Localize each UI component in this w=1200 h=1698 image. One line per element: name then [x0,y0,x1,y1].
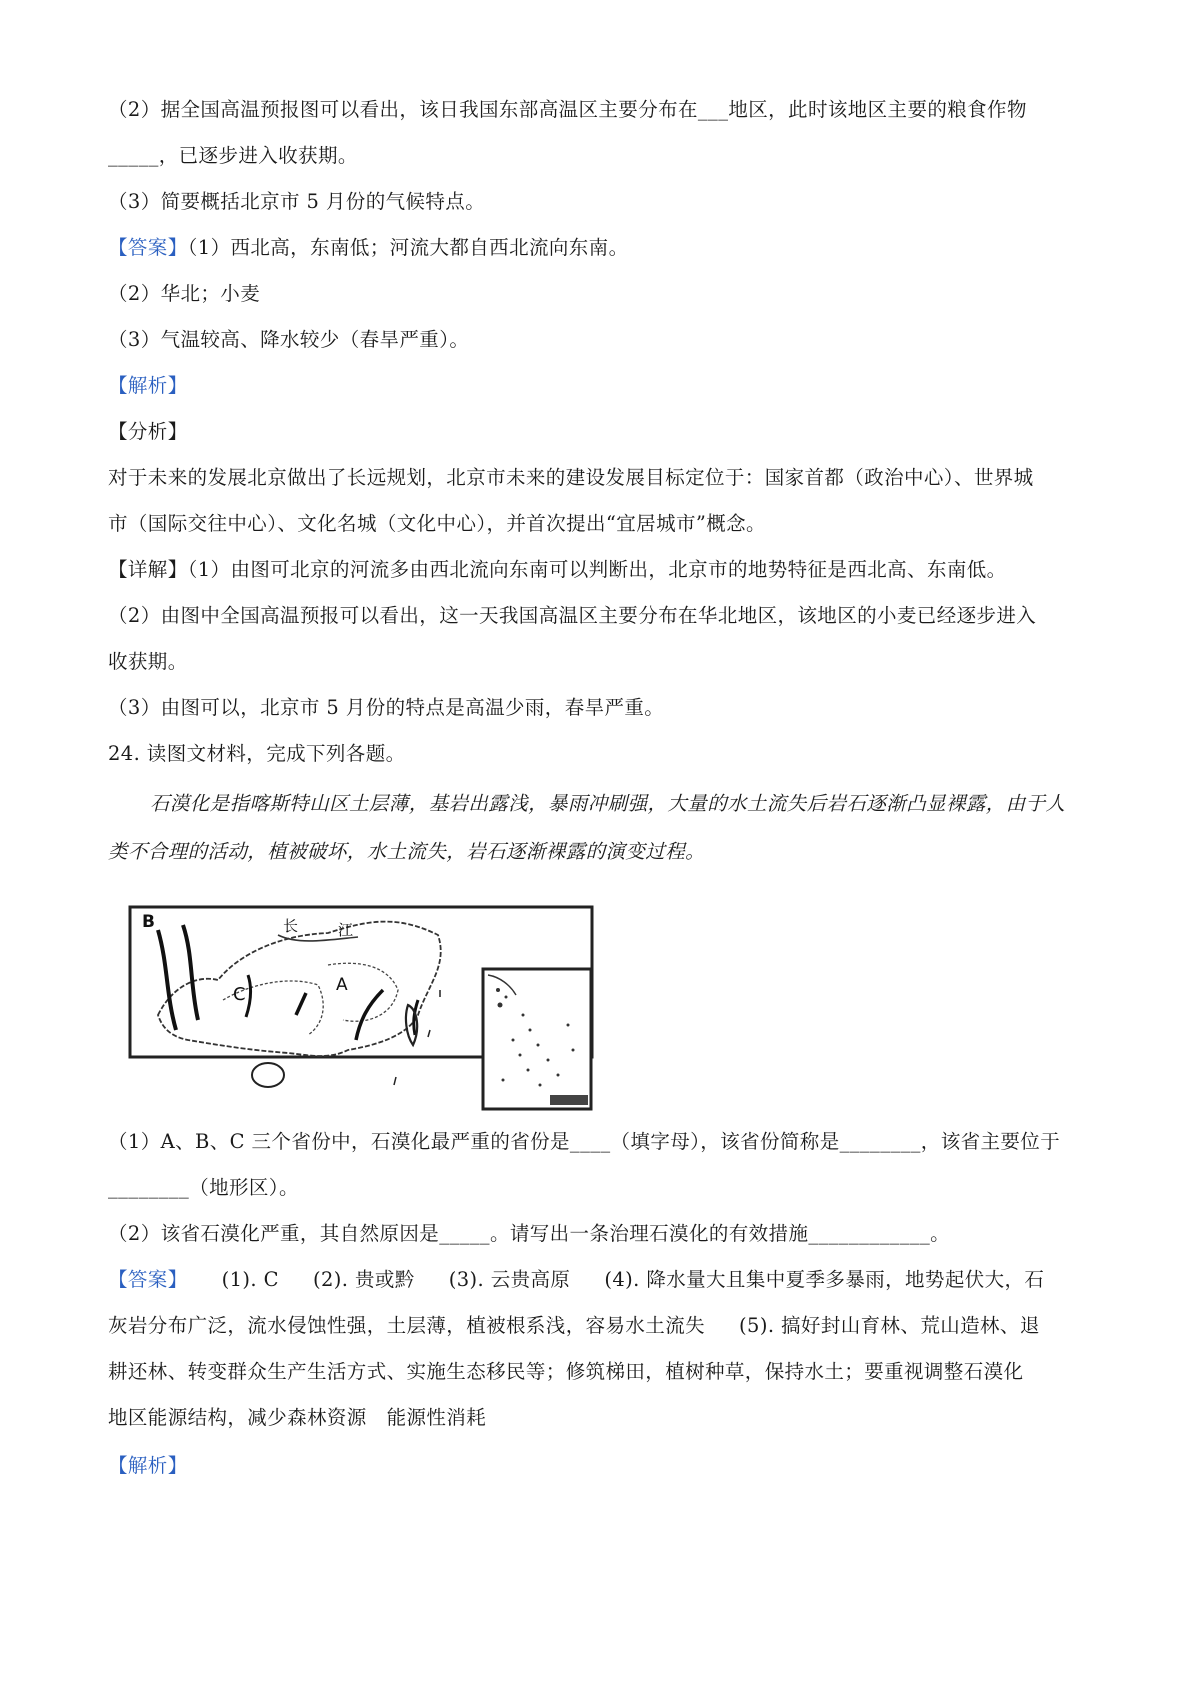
q24-answer-line3: 耕还林、转变群众生产生活方式、实施生态移民等；修筑梯田，植树种草，保持水土；要重视调整石漠化 [108,1360,1024,1383]
answer-tag: 【答案】 [108,236,188,259]
map-label-a: A [336,975,348,995]
q23-xiangjie-line1: 【详解】（1）由图可北京的河流多由西北流向东南可以判断出，北京市的地势特征是西北高、东南低。 [108,558,1007,581]
answer-item-1: (1). C [221,1268,279,1291]
q23-part2-line2: _____，已逐步进入收获期。 [108,144,358,167]
q23-fenxi-tag: 【分析】 [108,420,188,443]
answer-item-4-cont: 灰岩分布广泛，流水侵蚀性强，土层薄，植被根系浅，容易水土流失 [108,1314,706,1337]
q24-answer-line2 [108,1312,1040,1340]
answer-item-4: (4). 降水量大且集中夏季多暴雨，地势起伏大，石 [604,1268,1045,1291]
q24-material-line1: 石漠化是指喀斯特山区土层薄，基岩出露浅，暴雨冲刷强，大量的水土流失后岩石逐渐凸显裸露，由于人 [150,792,1066,815]
answer-item-3: (3). 云贵高原 [448,1268,571,1291]
q23-fenxi-line2: 市（国际交往中心）、文化名城（文化中心），并首次提出“宜居城市”概念。 [108,512,766,535]
map-label-c: C [233,984,246,1005]
q23-xiangjie-line2: （2）由图中全国高温预报可以看出，这一天我国高温区主要分布在华北地区，该地区的小麦已经逐步进入 [108,604,1037,627]
q23-part3: （3）简要概括北京市 5 月份的气候特点。 [108,190,486,213]
q24-analysis-tag: 【解析】 [108,1454,188,1477]
q24-answer-line1 [108,1266,1044,1294]
map-label-jiang: 江 [338,921,354,939]
q23-analysis-tag: 【解析】 [108,374,188,397]
q23-answer-line3: （3）气温较高、降水较少（春旱严重）。 [108,328,470,351]
map-label-chang: 长 [283,917,299,935]
q23-xiangjie-line3: 收获期。 [108,650,188,673]
q24-part2: （2）该省石漠化严重，其自然原因是_____。请写出一条治理石漠化的有效措施____________。 [108,1222,951,1245]
q24-part1-line2: ________（地形区）。 [108,1176,299,1199]
q24-part1-line1: （1）A、B、C 三个省份中，石漠化最严重的省份是____（填字母），该省份简称是________，该省主要位于 [108,1130,1061,1153]
answer-item-5: (5). 搞好封山育林、荒山造林、退 [739,1314,1040,1337]
q24-material-line2: 类不合理的活动，植被破坏，水土流失，岩石逐渐裸露的演变过程。 [108,840,706,863]
answer-text-1: （1）西北高，东南低；河流大都自西北流向东南。 [187,236,629,259]
q23-answer-line1 [108,234,628,262]
q24-stem: 24. 读图文材料，完成下列各题。 [108,742,406,765]
q23-part2-line1: （2）据全国高温预报图可以看出，该日我国东部高温区主要分布在___地区，此时该地区主要的粮食作物 [108,98,1027,121]
q23-answer-line2: （2）华北；小麦 [108,282,261,305]
q23-fenxi-line1: 对于未来的发展北京做出了长远规划，北京市未来的建设发展目标定位于：国家首都（政治中心）、世界城 [108,466,1034,489]
inset-scale-bar [550,1095,588,1105]
q23-xiangjie-line4: （3）由图可以，北京市 5 月份的特点是高温少雨，春旱严重。 [108,696,665,719]
hainan-island [252,1063,284,1087]
q24-answer-line4: 地区能源结构，减少森林资源 能源性消耗 [108,1406,487,1429]
answer-tag: 【答案】 [108,1268,188,1291]
south-china-map [128,905,598,1113]
answer-item-2: (2). 贵或黔 [312,1268,415,1291]
map-label-b: B [142,912,155,932]
